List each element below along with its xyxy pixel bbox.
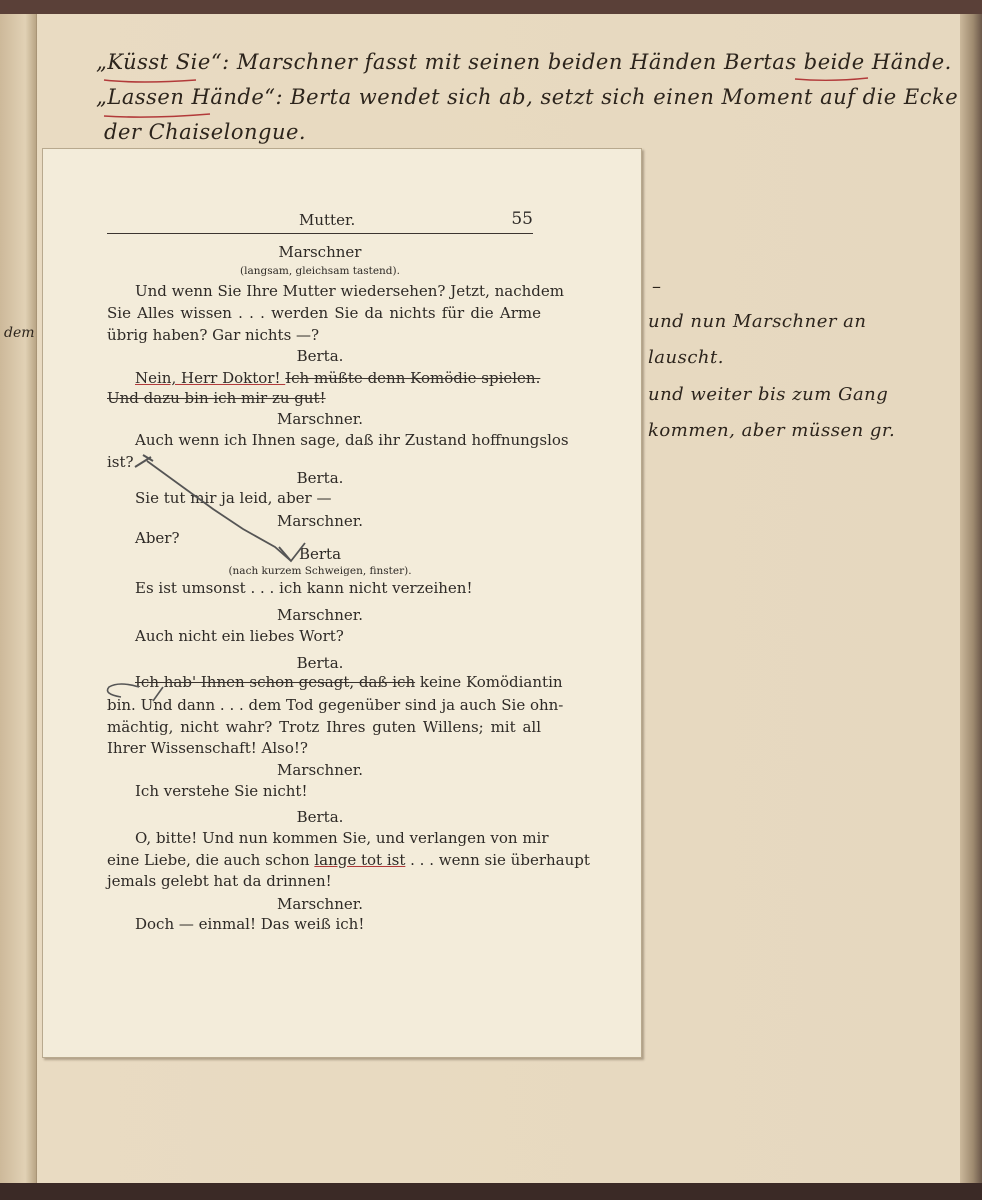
- dialogue-line: ist?: [107, 453, 134, 471]
- handwritten-note-line-2: „Lassen Hände“: Berta wendet sich ab, setzt sich einen Moment auf die Ecke: [96, 85, 959, 109]
- dialogue-line: übrig haben? Gar nichts —?: [107, 326, 320, 344]
- page-number: 55: [511, 209, 533, 229]
- dialogue-line: Sie Alles wissen . . . werden Sie da nichts für die Arme: [107, 304, 541, 322]
- handwritten-note-line-1: „Küsst Sie“: Marschner fasst mit seinen beiden Händen Bertas beide Hände.: [96, 50, 952, 74]
- red-underlined-phrase: lange tot ist: [314, 851, 406, 869]
- speaker-berta: Berta.: [296, 469, 344, 487]
- handwritten-right-line-4: kommen, aber müssen gr.: [648, 420, 896, 441]
- speaker-marschner: Marschner.: [276, 410, 364, 428]
- stage-direction: (langsam, gleichsam tastend).: [240, 265, 400, 277]
- book-bottom-edge: [0, 1183, 982, 1200]
- speaker-berta: Berta.: [296, 808, 344, 826]
- page-header: [107, 207, 533, 234]
- handwritten-right-line-3: und weiter bis zum Gang: [648, 384, 889, 405]
- handwritten-right-line-2: lauscht.: [648, 347, 724, 368]
- dialogue-line: Ich verstehe Sie nicht!: [135, 782, 308, 800]
- speaker-marschner: Marschner: [278, 243, 362, 261]
- dialogue-line: jemals gelebt hat da drinnen!: [107, 872, 332, 890]
- dialogue-line: Sie tut mir ja leid, aber —: [135, 489, 332, 507]
- dialogue-line: Ihrer Wissenschaft! Also!?: [107, 739, 308, 757]
- handwritten-left-margin: dem: [4, 325, 35, 341]
- page-header-title: Mutter.: [299, 211, 356, 229]
- speaker-marschner: Marschner.: [276, 895, 364, 913]
- speaker-berta: Berta: [298, 545, 342, 563]
- red-underlined-word: Nein, Herr Doktor!: [135, 369, 286, 387]
- book-top-edge: [0, 0, 982, 14]
- dialogue-line: Auch nicht ein liebes Wort?: [135, 627, 344, 645]
- speaker-marschner: Marschner.: [276, 761, 364, 779]
- dialogue-line: O, bitte! Und nun kommen Sie, und verlangen von mir: [135, 829, 549, 847]
- dialogue-line: Es ist umsonst . . . ich kann nicht verzeihen!: [135, 579, 473, 597]
- left-facing-page: [0, 14, 37, 1200]
- dialogue-line: Doch — einmal! Das weiß ich!: [135, 915, 365, 933]
- struck-dialogue-line: Und dazu bin ich mir zu gut!: [107, 389, 326, 407]
- dialogue-line: Ich hab' Ihnen schon gesagt, daß ich keine Komödiantin: [135, 673, 563, 691]
- dialogue-line: Und wenn Sie Ihre Mutter wiedersehen? Jetzt, nachdem: [135, 282, 564, 300]
- handwritten-note-line-3: der Chaiselongue.: [104, 120, 307, 144]
- stage-direction: (nach kurzem Schweigen, finster).: [228, 565, 412, 577]
- handwritten-right-dash: –: [652, 276, 662, 297]
- speaker-marschner: Marschner.: [276, 606, 364, 624]
- dialogue-line: Aber?: [135, 529, 180, 547]
- speaker-marschner: Marschner.: [276, 512, 364, 530]
- page-stack-edge: [960, 14, 982, 1184]
- printed-script-page: [42, 148, 642, 1058]
- speaker-berta: Berta.: [296, 654, 344, 672]
- dialogue-line: eine Liebe, die auch schon lange tot ist . . . wenn sie überhaupt: [107, 851, 590, 869]
- speaker-berta: Berta.: [296, 347, 344, 365]
- handwritten-right-line-1: und nun Marschner an: [648, 311, 867, 332]
- struck-text: Ich hab' Ihnen schon gesagt, daß ich: [135, 673, 416, 691]
- dialogue-line: bin. Und dann . . . dem Tod gegenüber sind ja auch Sie ohn-: [107, 696, 564, 714]
- dialogue-line: Auch wenn ich Ihnen sage, daß ihr Zustand hoffnungslos: [135, 431, 569, 449]
- struck-text: Ich müßte denn Komödie spielen.: [285, 369, 541, 387]
- dialogue-line: [135, 369, 540, 387]
- dialogue-line: mächtig, nicht wahr? Trotz Ihres guten Willens; mit all: [107, 718, 541, 736]
